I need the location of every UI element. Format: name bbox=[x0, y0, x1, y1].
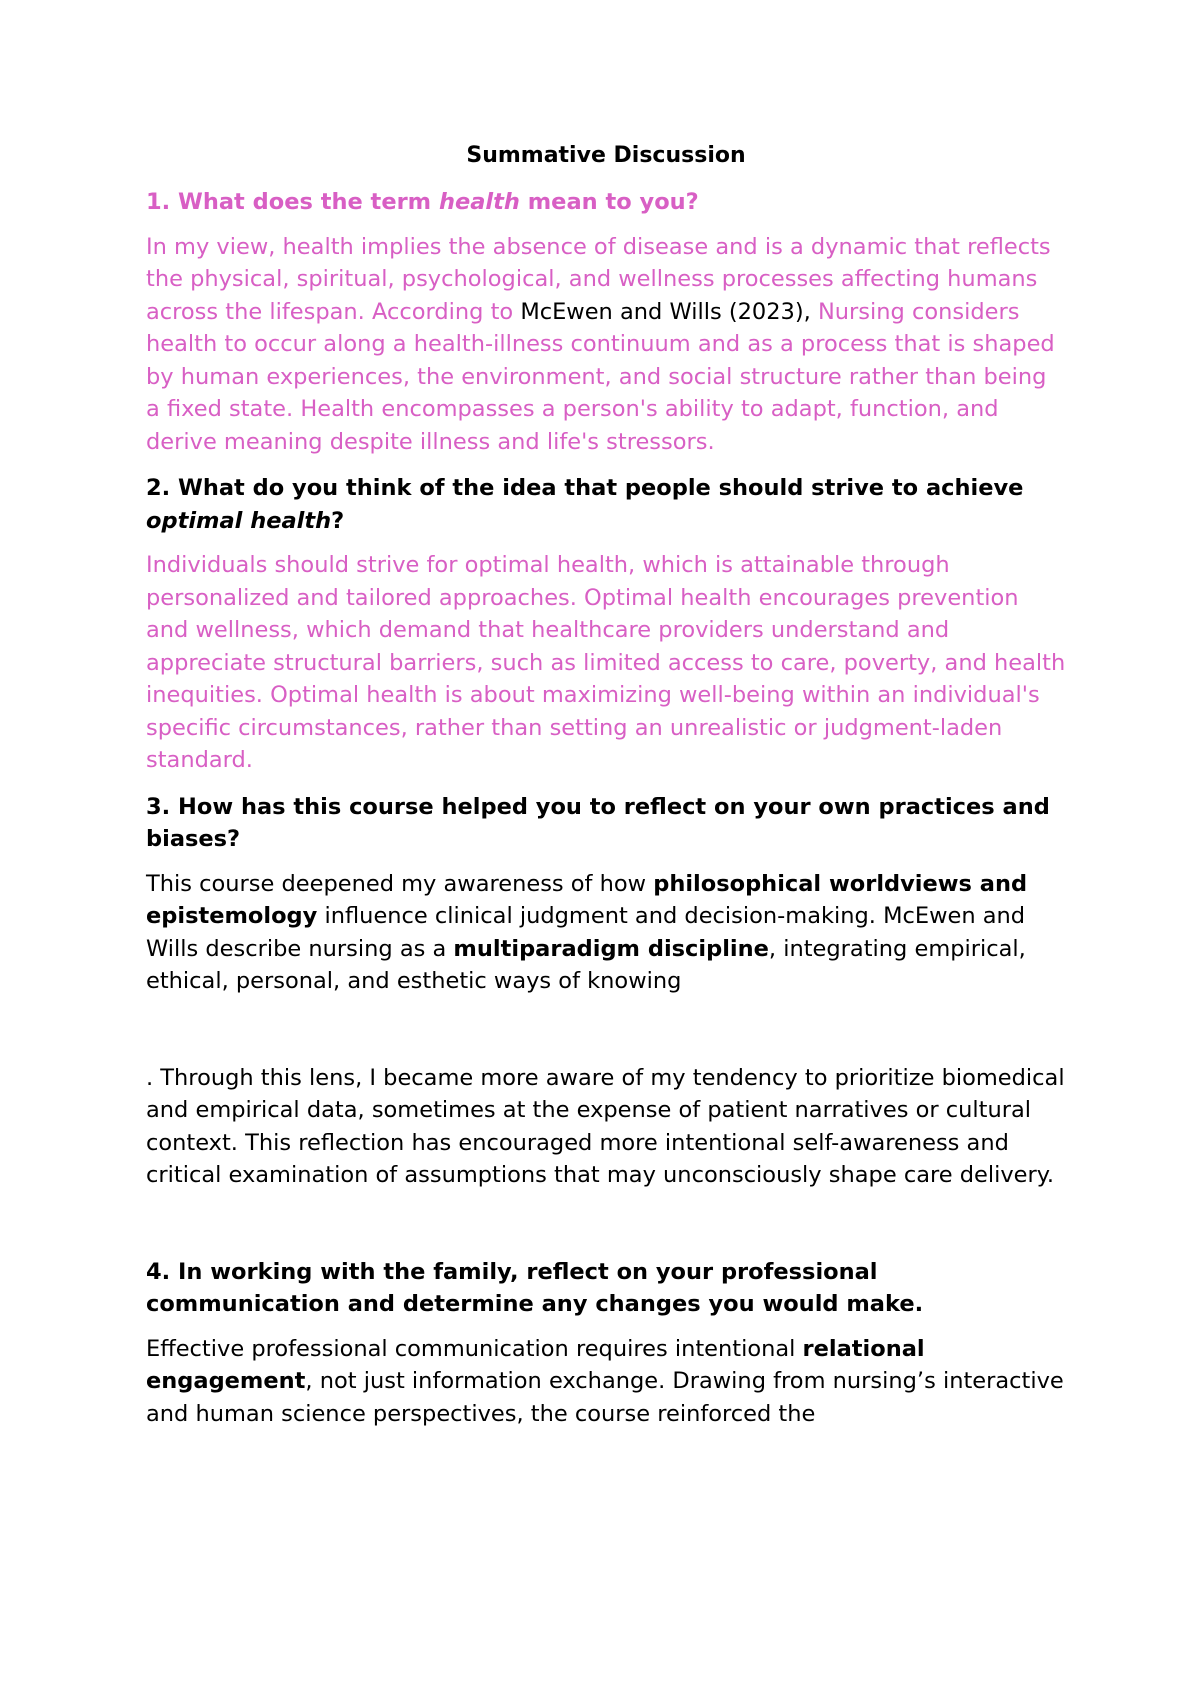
question-2 bbox=[146, 472, 1066, 537]
question-1-suffix: mean to you? bbox=[519, 189, 699, 215]
document-page bbox=[146, 140, 1066, 1442]
answer-4-text-2: , not just information exchange. Drawing from nursing’s interactive and human science perspectives, the course reinforced the bbox=[146, 1368, 1064, 1427]
question-1 bbox=[146, 186, 1066, 219]
answer-3-part-2: . Through this lens, I became more aware of my tendency to prioritize biomedical and empirical data, sometimes at the expense of patient narratives or cultural context. This reflection has encouraged more intentional self-awareness and critical examination of assumptions that may unconsciously shape care delivery. bbox=[146, 1064, 1065, 1188]
answer-2: Individuals should strive for optimal health, which is attainable through personalized and tailored approaches. Optimal health encourages prevention and wellness, which demand that healthcare providers understand and appreciate structural barriers, such as limited access to care, poverty, and health inequities. Optimal health is about maximizing well-being within an individual's specific circumstances, rather than setting an unrealistic or judgment-laden standard. bbox=[146, 552, 1066, 773]
question-2-emphasis: optimal health bbox=[146, 507, 332, 534]
question-3: 3. How has this course helped you to reflect on your own practices and biases? bbox=[146, 793, 1050, 852]
question-2-suffix: ? bbox=[331, 507, 345, 534]
question-2-prefix: 2. What do you think of the idea that people should strive to achieve bbox=[146, 475, 1024, 501]
answer-4-bold-1: relational engagement bbox=[146, 1335, 925, 1394]
answer-1 bbox=[146, 231, 1066, 459]
answer-3-text-2: influence clinical judgment and decision-making. McEwen and Wills describe nursing as a bbox=[146, 903, 1026, 962]
answer-1-text-end: Nursing considers health to occur along a health-illness continuum and as a process that is shaped by human experiences, the environment, and social structure rather than being a fixed state. Health encompasses a person's ability to adapt, function, and derive meaning despite illness and life's stressors. bbox=[146, 298, 1055, 455]
answer-4-text-1: Effective professional communication requires intentional bbox=[146, 1335, 803, 1362]
answer-3-text-3: , integrating empirical, ethical, personal, and esthetic ways of knowing bbox=[146, 935, 1026, 994]
question-4: 4. In working with the family, reflect on your professional communication and determine any changes you would make. bbox=[146, 1258, 924, 1317]
answer-3-part-1 bbox=[146, 868, 1066, 998]
question-1-emphasis: health bbox=[438, 189, 520, 215]
answer-1-citation: McEwen and Wills (2023), bbox=[520, 298, 811, 325]
answer-3-bold-1: philosophical worldviews and epistemology bbox=[146, 870, 1028, 929]
answer-3-bold-2: multiparadigm discipline bbox=[453, 935, 769, 962]
answer-3-text-1: This course deepened my awareness of how bbox=[146, 870, 654, 897]
document-title: Summative Discussion bbox=[466, 143, 746, 168]
answer-1-text-start: In my view, health implies the absence of disease and is a dynamic that reflects the physical, spiritual, psychological, and wellness processes affecting humans across the lifespan. According to bbox=[146, 233, 1051, 325]
answer-4 bbox=[146, 1333, 1066, 1431]
question-1-prefix: 1. What does the term bbox=[146, 189, 439, 215]
